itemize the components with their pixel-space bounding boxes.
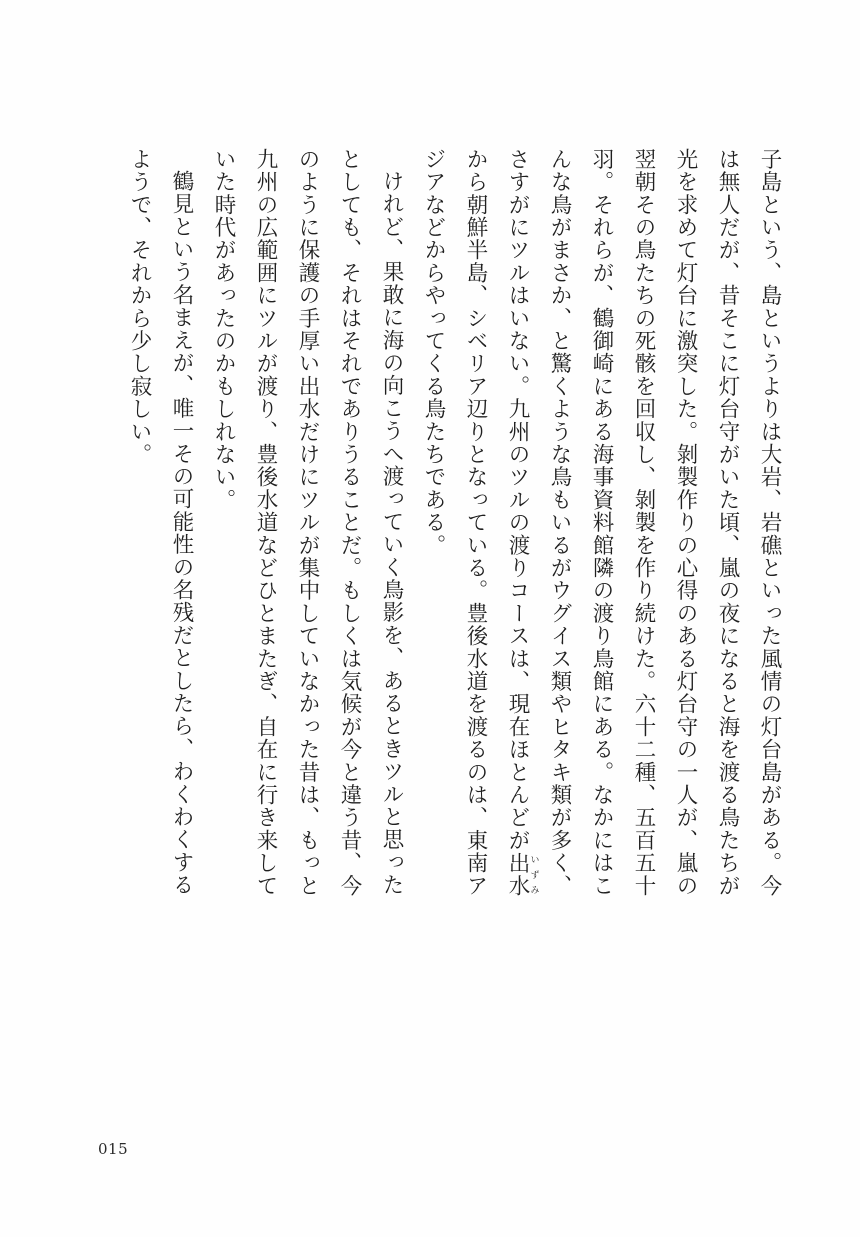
paragraph-1-after: から朝鮮半島、シベリア辺りとなっている。豊後水道を渡るのは、東南アジアなどからやってくる鳥たちである。 <box>421 148 488 898</box>
ruby-base: 出水 <box>505 851 530 898</box>
paragraph-3: 鶴見という名まえが、唯一その可能性の名残だとしたら、わくわくするようで、それから少し寂しい。 <box>127 148 194 896</box>
paragraph-2: けれど、果敢に海の向こうへ渡っていく鳥影を、あるときツルと思ったとしても、それはそれでありうることだ。もしくは気候が今と違う昔、今のように保護の手厚い出水だけにツルが集中していなかった昔は、もっと九州の広範囲にツルが渡り、豊後水道などひとまたぎ、自在に行き来していた時代があったのかもしれない。 <box>211 148 404 898</box>
ruby-text: いずみ <box>528 851 539 898</box>
furigana-izumi <box>505 851 539 898</box>
vertical-text-block <box>90 148 790 908</box>
page-number: 015 <box>98 1140 129 1158</box>
paragraph-1-before: 子島という、島というよりは大岩、岩礁といった風情の灯台島がある。今は無人だが、昔そこに灯台守がいた頃、嵐の夜になると海を渡る鳥たちが光を求めて灯台に激突した。剝製作りの心得のある灯台守の一人が、嵐の翌朝その鳥たちの死骸を回収し、剝製を作り続けた。六十二種、五百五十羽。それらが、鶴御崎にある海事資料館隣の渡り鳥館にある。なかにはこんな鳥がまさか、と驚くような鳥もいるがウグイス類やヒタキ類が多く、さすがにツルはいない。九州のツルの渡りコースは、現在ほとんどが <box>505 148 782 898</box>
paragraph-1 <box>412 148 790 908</box>
